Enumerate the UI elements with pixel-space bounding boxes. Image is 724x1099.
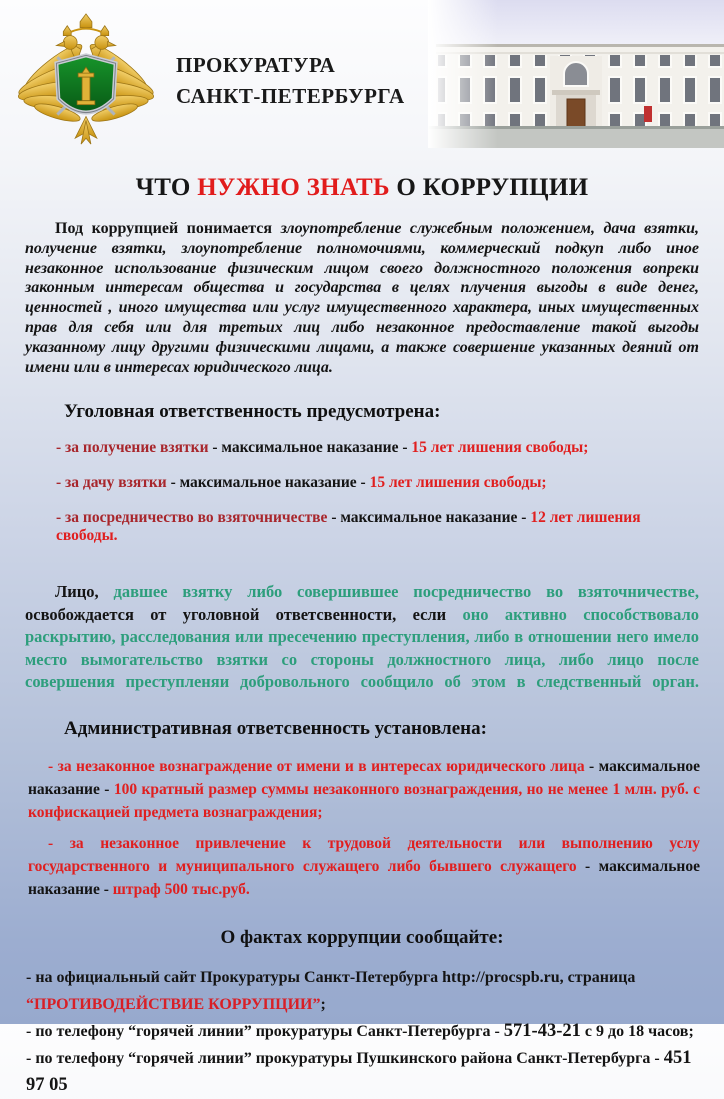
criminal-liability-heading: Уголовная ответственность предусмотрена: bbox=[64, 401, 441, 423]
offense-text: - за получение взятки bbox=[56, 439, 209, 457]
exemption-green1: давшее взятку либо совершившее посредничество во взяточничестве, bbox=[113, 582, 700, 602]
penalty-text: 15 лет лишения свободы; bbox=[411, 439, 589, 457]
contact-line-site: - на официальный сайт Прокуратуры Санкт-Петербурга http://procspb.ru, страница bbox=[26, 968, 636, 986]
contacts-block bbox=[26, 964, 702, 1099]
definition-lead: Под коррупцией понимается bbox=[55, 220, 281, 237]
report-corruption-heading: О фактах коррупции сообщайте: bbox=[220, 926, 504, 948]
penalty-text: 15 лет лишения свободы; bbox=[369, 474, 547, 492]
list-item bbox=[28, 832, 700, 901]
offense-text: - за незаконное вознаграждение от имени и в интересах юридического лица bbox=[48, 757, 585, 775]
header bbox=[0, 0, 724, 158]
anticorruption-page-name: “ПРОТИВОДЕЙСТВИЕ КОРРУПЦИИ” bbox=[26, 995, 321, 1013]
penalty-text: 100 кратный размер суммы незаконного вознаграждения, но не менее 1 млн. руб. с конфискацией предмета вознаграждения; bbox=[28, 780, 700, 821]
page-name-suffix: ; bbox=[320, 995, 326, 1013]
hotline-spb-phone: 571-43-21 bbox=[503, 1020, 581, 1041]
exemption-green2: оно активно способствовало раскрытию, расследования или пресечению преступления, либо в отношении него имело место вымогательство взятки со стороны должностного лица, либо лицо после совершения преступленяи добровольного сообщило об этом в следственный орган. bbox=[25, 604, 699, 692]
prosecutor-emblem-icon bbox=[12, 6, 160, 154]
corruption-definition bbox=[25, 219, 699, 377]
definition-body: злоупотребление служебным положением, дача взятки, получение взятки, злоупотребление полномочиями, коммерческий подкуп либо иное незаконное использование физическим лицом своего должностного положения вопреки законным интересам общества и государства в целях плучения выгоды в виде денег, ценностей , иного имущества или услуг имущественного характера, иных имущественных прав для себя или для третьих лиц либо незаконное предоставление такой выгоды указанному лицу другими физическими лицами, а также совершение указанных деяний от имени или в интересах юридического лица. bbox=[25, 220, 699, 376]
administrative-liability-list bbox=[28, 755, 700, 901]
penalty-text: штраф 500 тыс.руб. bbox=[112, 880, 250, 898]
hotline-pushkin-phone: 451 97 05 bbox=[26, 1047, 692, 1095]
exemption-black1: Лицо, bbox=[55, 582, 114, 602]
title-part-black2: О КОРРУПЦИИ bbox=[389, 174, 589, 201]
page-title bbox=[10, 174, 714, 202]
title-part-red: НУЖНО ЗНАТЬ bbox=[197, 174, 390, 201]
list-item bbox=[56, 439, 700, 457]
criminal-liability-list bbox=[56, 439, 700, 545]
mid-text: - максимальное наказание - bbox=[28, 857, 700, 898]
contact-line-hotline-pushkin bbox=[26, 1045, 702, 1099]
mid-text: - максимальное наказание - bbox=[327, 509, 531, 527]
contact-line-hotline-spb bbox=[26, 1018, 702, 1045]
mid-text: - максимальное наказание - bbox=[166, 474, 370, 492]
administrative-liability-heading: Административная ответсвенность установлена: bbox=[64, 717, 487, 739]
mid-text: - максимальное наказание - bbox=[208, 439, 412, 457]
exemption-paragraph bbox=[25, 581, 699, 694]
offense-text: - за посредничество во взяточничестве bbox=[56, 509, 328, 527]
org-name bbox=[176, 50, 405, 112]
exemption-black2: освобождается от уголовной ответсвенности, если bbox=[25, 604, 463, 624]
hotline-spb-text: - по телефону “горячей линии” прокуратуры Санкт-Петербурга - bbox=[26, 1022, 504, 1040]
org-name-line2: САНКТ-ПЕТЕРБУРГА bbox=[176, 84, 405, 108]
offense-text: - за дачу взятки bbox=[56, 474, 167, 492]
offense-text: - за незаконное привлечение к трудовой деятельности или выполнению услу государственного и муниципального служащего либо бывшего служащего bbox=[28, 834, 700, 875]
mid-text: - максимальное наказание - bbox=[28, 757, 701, 798]
hotline-pushkin-text: - по телефону “горячей линии” прокуратуры Пушкинского района Санкт-Петербурга - bbox=[26, 1049, 664, 1067]
building-photo bbox=[428, 0, 724, 148]
list-item bbox=[56, 474, 700, 492]
contact-line-page bbox=[26, 991, 702, 1018]
hotline-spb-hours: с 9 до 18 часов; bbox=[580, 1022, 694, 1040]
penalty-text: 12 лет лишения свободы. bbox=[56, 509, 641, 545]
list-item bbox=[56, 509, 700, 545]
list-item bbox=[28, 755, 700, 824]
org-name-line1: ПРОКУРАТУРА bbox=[176, 53, 336, 77]
title-part-black1: ЧТО bbox=[135, 174, 198, 201]
